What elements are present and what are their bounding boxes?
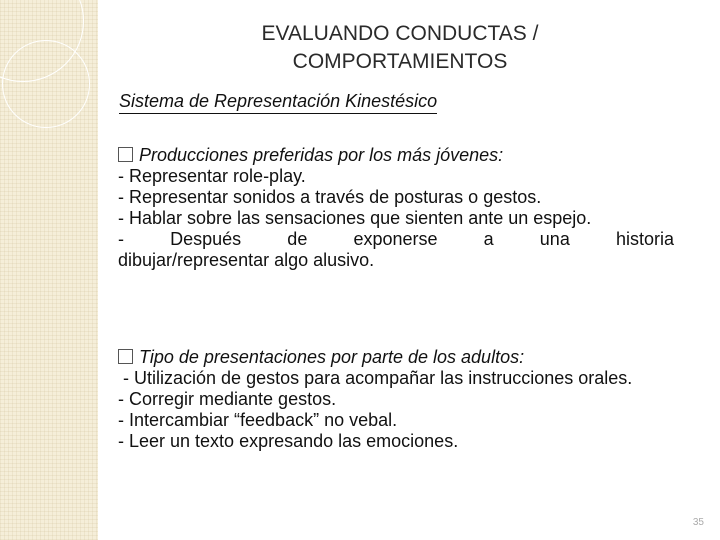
list-item: - Representar sonidos a través de posturas o gestos. [118, 187, 542, 207]
slide-subtitle: Sistema de Representación Kinestésico [119, 90, 437, 114]
section-younger [118, 145, 674, 271]
square-bullet-icon [118, 349, 133, 364]
slide-title [120, 20, 680, 76]
section-heading-text: Producciones preferidas por los más jóvenes: [139, 145, 504, 165]
list-item: dibujar/representar algo alusivo. [118, 250, 375, 270]
list-item: - Intercambiar “feedback” no vebal. [118, 410, 398, 430]
section-heading [118, 347, 674, 368]
list-item: - Hablar sobre las sensaciones que sienten ante un espejo. [118, 208, 592, 228]
decorative-ring [2, 40, 90, 128]
page-number: 35 [692, 517, 704, 528]
section-adults [118, 347, 674, 452]
title-line-1: EVALUANDO CONDUCTAS / [261, 22, 539, 45]
square-bullet-icon [118, 147, 133, 162]
section-heading-text: Tipo de presentaciones por parte de los adultos: [139, 347, 525, 367]
list-item: - Corregir mediante gestos. [118, 389, 337, 409]
list-item: - Después de exponerse a una historia [118, 229, 674, 249]
list-item: - Leer un texto expresando las emociones. [118, 431, 459, 451]
list-item: - Utilización de gestos para acompañar las instrucciones orales. [118, 368, 633, 388]
decorative-side-band [0, 0, 98, 540]
title-line-2: COMPORTAMIENTOS [292, 50, 508, 73]
list-item: - Representar role-play. [118, 166, 306, 186]
section-heading [118, 145, 674, 166]
